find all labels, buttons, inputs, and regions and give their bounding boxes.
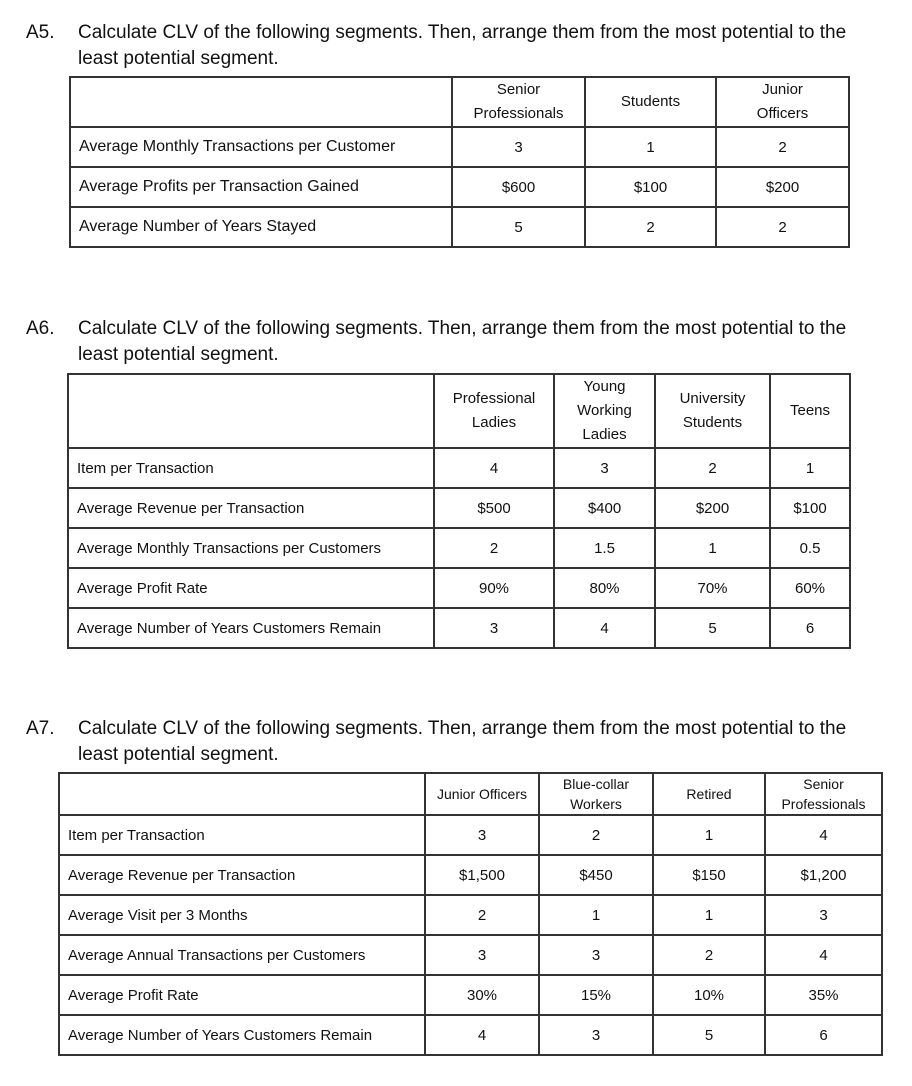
question-a5 [0,20,912,72]
cell: $450 [539,855,653,895]
table-row [59,815,882,855]
row-label: Average Profit Rate [68,568,434,608]
cell: 60% [770,568,850,608]
row-label: Average Revenue per Transaction [59,855,425,895]
question-prompt: Calculate CLV of the following segments. Then, arrange them from the most potential to the least potential segment. [78,22,847,69]
cell: 2 [434,528,554,568]
question-number: A5. [26,22,55,43]
column-header: University Students [655,374,770,448]
cell: 1 [770,448,850,488]
table-row [59,975,882,1015]
cell: 2 [655,448,770,488]
cell: 4 [765,935,882,975]
column-header: Blue-collar Workers [539,773,653,815]
cell: 70% [655,568,770,608]
cell: 1 [655,528,770,568]
row-label: Average Number of Years Customers Remain [59,1015,425,1055]
table-row [59,935,882,975]
table-row [68,448,850,488]
cell: 4 [554,608,655,648]
cell: 30% [425,975,539,1015]
cell: $150 [653,855,765,895]
cell: $100 [770,488,850,528]
table-row [68,568,850,608]
cell: 3 [425,935,539,975]
row-label: Item per Transaction [68,448,434,488]
table-row [70,167,849,207]
cell: 1 [585,127,716,167]
column-header: Junior Officers [425,773,539,815]
cell: $500 [434,488,554,528]
cell: 2 [539,815,653,855]
cell: 4 [425,1015,539,1055]
column-header: Senior Professionals [452,77,585,127]
table-a7 [58,772,883,1056]
cell: 5 [452,207,585,247]
table-row [68,528,850,568]
column-header: Senior Professionals [765,773,882,815]
cell: $200 [716,167,849,207]
row-label: Item per Transaction [59,815,425,855]
cell: 1 [539,895,653,935]
question-prompt: Calculate CLV of the following segments. Then, arrange them from the most potential to the least potential segment. [78,718,847,765]
column-header: Junior Officers [716,77,849,127]
header-empty-cell [70,77,452,127]
cell: 2 [716,207,849,247]
cell: $200 [655,488,770,528]
cell: 1 [653,815,765,855]
cell: 5 [653,1015,765,1055]
row-label: Average Profit Rate [59,975,425,1015]
table-row [59,855,882,895]
question-number: A7. [26,718,55,739]
table-header-row [70,77,849,127]
cell: 3 [539,1015,653,1055]
row-label: Average Annual Transactions per Customers [59,935,425,975]
cell: 5 [655,608,770,648]
row-label: Average Monthly Transactions per Customers [68,528,434,568]
question-a6 [0,316,912,368]
cell: $100 [585,167,716,207]
header-empty-cell [59,773,425,815]
table-header-row [68,374,850,448]
column-header: Professional Ladies [434,374,554,448]
cell: 10% [653,975,765,1015]
table-header-row [59,773,882,815]
table-row [70,207,849,247]
table-a5 [69,76,850,248]
cell: 1.5 [554,528,655,568]
table-row [68,608,850,648]
table-a6 [67,373,851,649]
cell: 2 [653,935,765,975]
cell: 0.5 [770,528,850,568]
cell: 35% [765,975,882,1015]
cell: $600 [452,167,585,207]
row-label: Average Visit per 3 Months [59,895,425,935]
cell: $400 [554,488,655,528]
table-row [59,895,882,935]
column-header: Young Working Ladies [554,374,655,448]
row-label: Average Revenue per Transaction [68,488,434,528]
table-row [68,488,850,528]
cell: 3 [425,815,539,855]
cell: 4 [434,448,554,488]
cell: 6 [765,1015,882,1055]
cell: 1 [653,895,765,935]
cell: 3 [452,127,585,167]
column-header: Teens [770,374,850,448]
cell: 2 [425,895,539,935]
row-label: Average Number of Years Customers Remain [68,608,434,648]
cell: 6 [770,608,850,648]
header-empty-cell [68,374,434,448]
column-header: Students [585,77,716,127]
cell: 80% [554,568,655,608]
cell: 2 [716,127,849,167]
column-header: Retired [653,773,765,815]
row-label: Average Number of Years Stayed [70,207,452,247]
row-label: Average Profits per Transaction Gained [70,167,452,207]
cell: 3 [434,608,554,648]
question-prompt: Calculate CLV of the following segments. Then, arrange them from the most potential to the least potential segment. [78,318,847,365]
table-row [70,127,849,167]
question-number: A6. [26,318,55,339]
row-label: Average Monthly Transactions per Customer [70,127,452,167]
cell: 3 [539,935,653,975]
cell: 15% [539,975,653,1015]
cell: $1,200 [765,855,882,895]
table-row [59,1015,882,1055]
cell: 3 [765,895,882,935]
cell: 3 [554,448,655,488]
cell: 2 [585,207,716,247]
cell: 4 [765,815,882,855]
cell: $1,500 [425,855,539,895]
question-a7 [0,716,912,768]
cell: 90% [434,568,554,608]
